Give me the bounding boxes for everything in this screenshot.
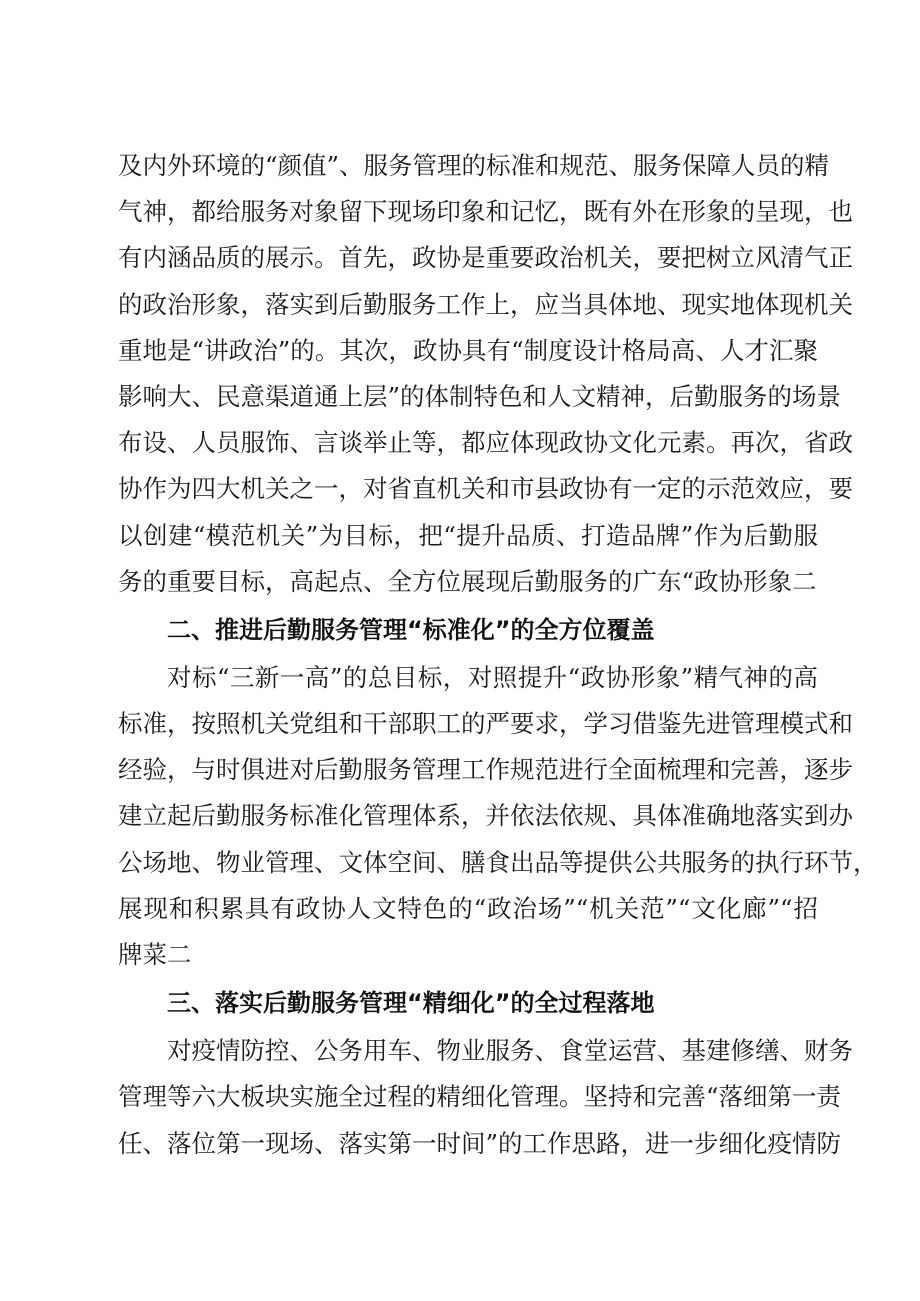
text-line: 经验，与时俱进对后勤服务管理工作规范进行全面梳理和完善，逐步 [118, 755, 853, 785]
text-line: 管理等六大板块实施全过程的精细化管理。坚持和完善“落细第一责 [118, 1082, 842, 1112]
text-line: 影响大、民意渠道通上层”的体制特色和人文精神，后勤服务的场景 [118, 381, 842, 411]
text-line: 协作为四大机关之一，对省直机关和市县政协有一定的示范效应，要 [118, 474, 853, 504]
text-line: 有内涵品质的展示。首先，政协是重要政治机关，要把树立风清气正 [118, 243, 853, 273]
text-line: 标准，按照机关党组和干部职工的严要求，学习借鉴先进管理模式和 [118, 709, 853, 739]
section-heading-standardization: 二、推进后勤服务管理“标准化”的全方位覆盖 [167, 615, 655, 644]
text-line: 以创建“模范机关”为目标，把“提升品质、打造品牌”作为后勤服 [118, 520, 818, 550]
paragraph-refinement [118, 1028, 853, 1167]
text-line: 展现和积累具有政协人文特色的“政治场”“机关范”“文化廊”“招 [118, 893, 818, 923]
paragraph-environment-image [118, 143, 853, 605]
paragraph-standardization [118, 655, 878, 978]
text-line: 重地是“讲政治”的。其次，政协具有“制度设计格局高、人才汇聚 [118, 335, 818, 365]
text-line: 务的重要目标，高起点、全方位展现后勤服务的广东“政协形象二 [118, 566, 817, 596]
text-line: 的政治形象，落实到后勤服务工作上，应当具体地、现实地体现机关 [118, 289, 853, 319]
text-line: 布设、人员服饰、言谈举止等，都应体现政协文化元素。再次，省政 [118, 428, 853, 458]
text-line: 建立起后勤服务标准化管理体系，并依法依规、具体准确地落实到办 [118, 801, 853, 831]
text-line: 气神，都给服务对象留下现场印象和记忆，既有外在形象的呈现，也 [118, 197, 853, 227]
text-line: 对标“三新一高”的总目标，对照提升“政协形象”精气神的高 [167, 662, 818, 692]
text-line: 公场地、物业管理、文体空间、膳食出品等提供公共服务的执行环节， [118, 847, 878, 877]
text-line: 及内外环境的“颜值”、服务管理的标准和规范、服务保障人员的精 [118, 151, 830, 180]
document-body [118, 143, 878, 1167]
text-line: 对疫情防控、公务用车、物业服务、食堂运营、基建修缮、财务 [167, 1036, 853, 1066]
text-line: 任、落位第一现场、落实第一时间”的工作思路，进一步细化疫情防 [118, 1128, 842, 1158]
section-heading-refinement: 三、落实后勤服务管理“精细化”的全过程落地 [167, 989, 655, 1018]
text-line: 牌菜二 [118, 940, 192, 969]
